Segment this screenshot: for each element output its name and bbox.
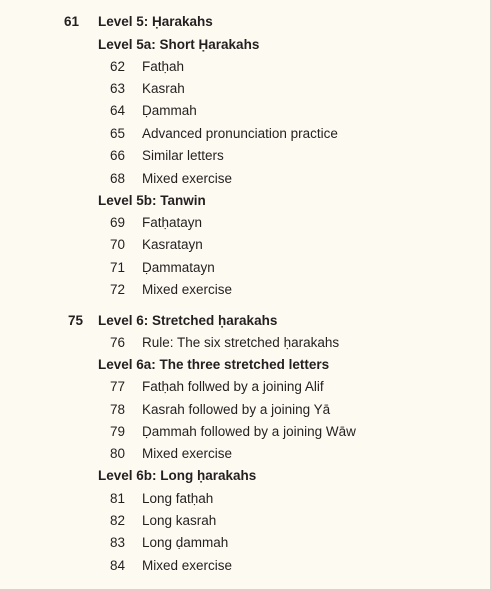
entry-page-number: 62 <box>110 59 126 74</box>
entry-page-number: 65 <box>110 126 126 141</box>
entry-page-number: 68 <box>110 171 126 186</box>
entry-label: Rule: The six stretched ḥarakahs <box>142 335 340 350</box>
entry-page-number: 83 <box>110 535 126 550</box>
entry-label: Mixed exercise <box>142 446 233 461</box>
entry-label: Mixed exercise <box>142 282 233 297</box>
toc-entry <box>0 332 490 354</box>
toc-entry <box>0 555 490 577</box>
section-page-number: 75 <box>68 313 84 328</box>
entry-page-number: 64 <box>110 103 126 118</box>
entry-page-number: 80 <box>110 446 126 461</box>
entry-page-number: 81 <box>110 491 126 506</box>
entry-page-number: 72 <box>110 282 126 297</box>
toc-entry <box>0 123 490 145</box>
toc-entry <box>0 443 490 465</box>
entry-page-number: 63 <box>110 81 126 96</box>
toc-entry <box>0 100 490 122</box>
toc-entry <box>0 532 490 554</box>
subsection-level-5b <box>0 190 490 212</box>
section-level-6 <box>0 310 490 332</box>
toc-entry <box>0 510 490 532</box>
entry-label: Ḍammah followed by a joining Wāw <box>142 424 356 439</box>
entry-label: Fatḥah <box>142 59 185 74</box>
subsection-title: Level 5b: Tanwin <box>98 193 206 208</box>
entry-page-number: 78 <box>110 402 126 417</box>
entry-page-number: 69 <box>110 215 126 230</box>
toc-entry <box>0 56 490 78</box>
toc-entry <box>0 376 490 398</box>
subsection-title: Level 6a: The three stretched letters <box>98 357 330 372</box>
toc-entry <box>0 257 490 279</box>
entry-label: Kasrah followed by a joining Yā <box>142 402 331 417</box>
section-title: Level 6: Stretched ḥarakahs <box>98 313 278 328</box>
entry-label: Kasrah <box>142 81 185 96</box>
entry-page-number: 66 <box>110 148 126 163</box>
entry-label: Long fatḥah <box>142 491 214 506</box>
entry-page-number: 79 <box>110 424 126 439</box>
entry-label: Similar letters <box>142 148 224 163</box>
subsection-title: Level 6b: Long ḥarakahs <box>98 468 257 483</box>
subsection-level-5a <box>0 34 490 56</box>
entry-page-number: 84 <box>110 558 126 573</box>
section-page-number: 61 <box>64 14 80 29</box>
toc-entry <box>0 212 490 234</box>
entry-page-number: 82 <box>110 513 126 528</box>
toc-entry <box>0 78 490 100</box>
subsection-level-6a <box>0 354 490 376</box>
subsection-title: Level 5a: Short Ḥarakahs <box>98 37 260 52</box>
section-title: Level 5: Ḥarakahs <box>98 14 213 29</box>
entry-label: Ḍammah <box>142 103 197 118</box>
entry-label: Mixed exercise <box>142 558 233 573</box>
toc-entry <box>0 145 490 167</box>
entry-label: Fatḥatayn <box>142 215 203 230</box>
toc-entry <box>0 279 490 301</box>
entry-label: Mixed exercise <box>142 171 233 186</box>
entry-label: Ḍammatayn <box>142 260 215 275</box>
toc-entry <box>0 234 490 256</box>
subsection-level-6b <box>0 465 490 487</box>
entry-page-number: 71 <box>110 260 126 275</box>
entry-label: Advanced pronunciation practice <box>142 126 338 141</box>
toc-entry <box>0 168 490 190</box>
entry-label: Fatḥah follwed by a joining Alif <box>142 379 324 394</box>
section-level-5 <box>0 11 490 33</box>
entry-page-number: 77 <box>110 379 126 394</box>
entry-page-number: 70 <box>110 237 126 252</box>
entry-label: Kasratayn <box>142 237 203 252</box>
entry-label: Long kasrah <box>142 513 217 528</box>
entry-label: Long ḍammah <box>142 535 229 550</box>
toc-entry <box>0 421 490 443</box>
entry-page-number: 76 <box>110 335 126 350</box>
toc-entry <box>0 399 490 421</box>
toc-entry <box>0 488 490 510</box>
